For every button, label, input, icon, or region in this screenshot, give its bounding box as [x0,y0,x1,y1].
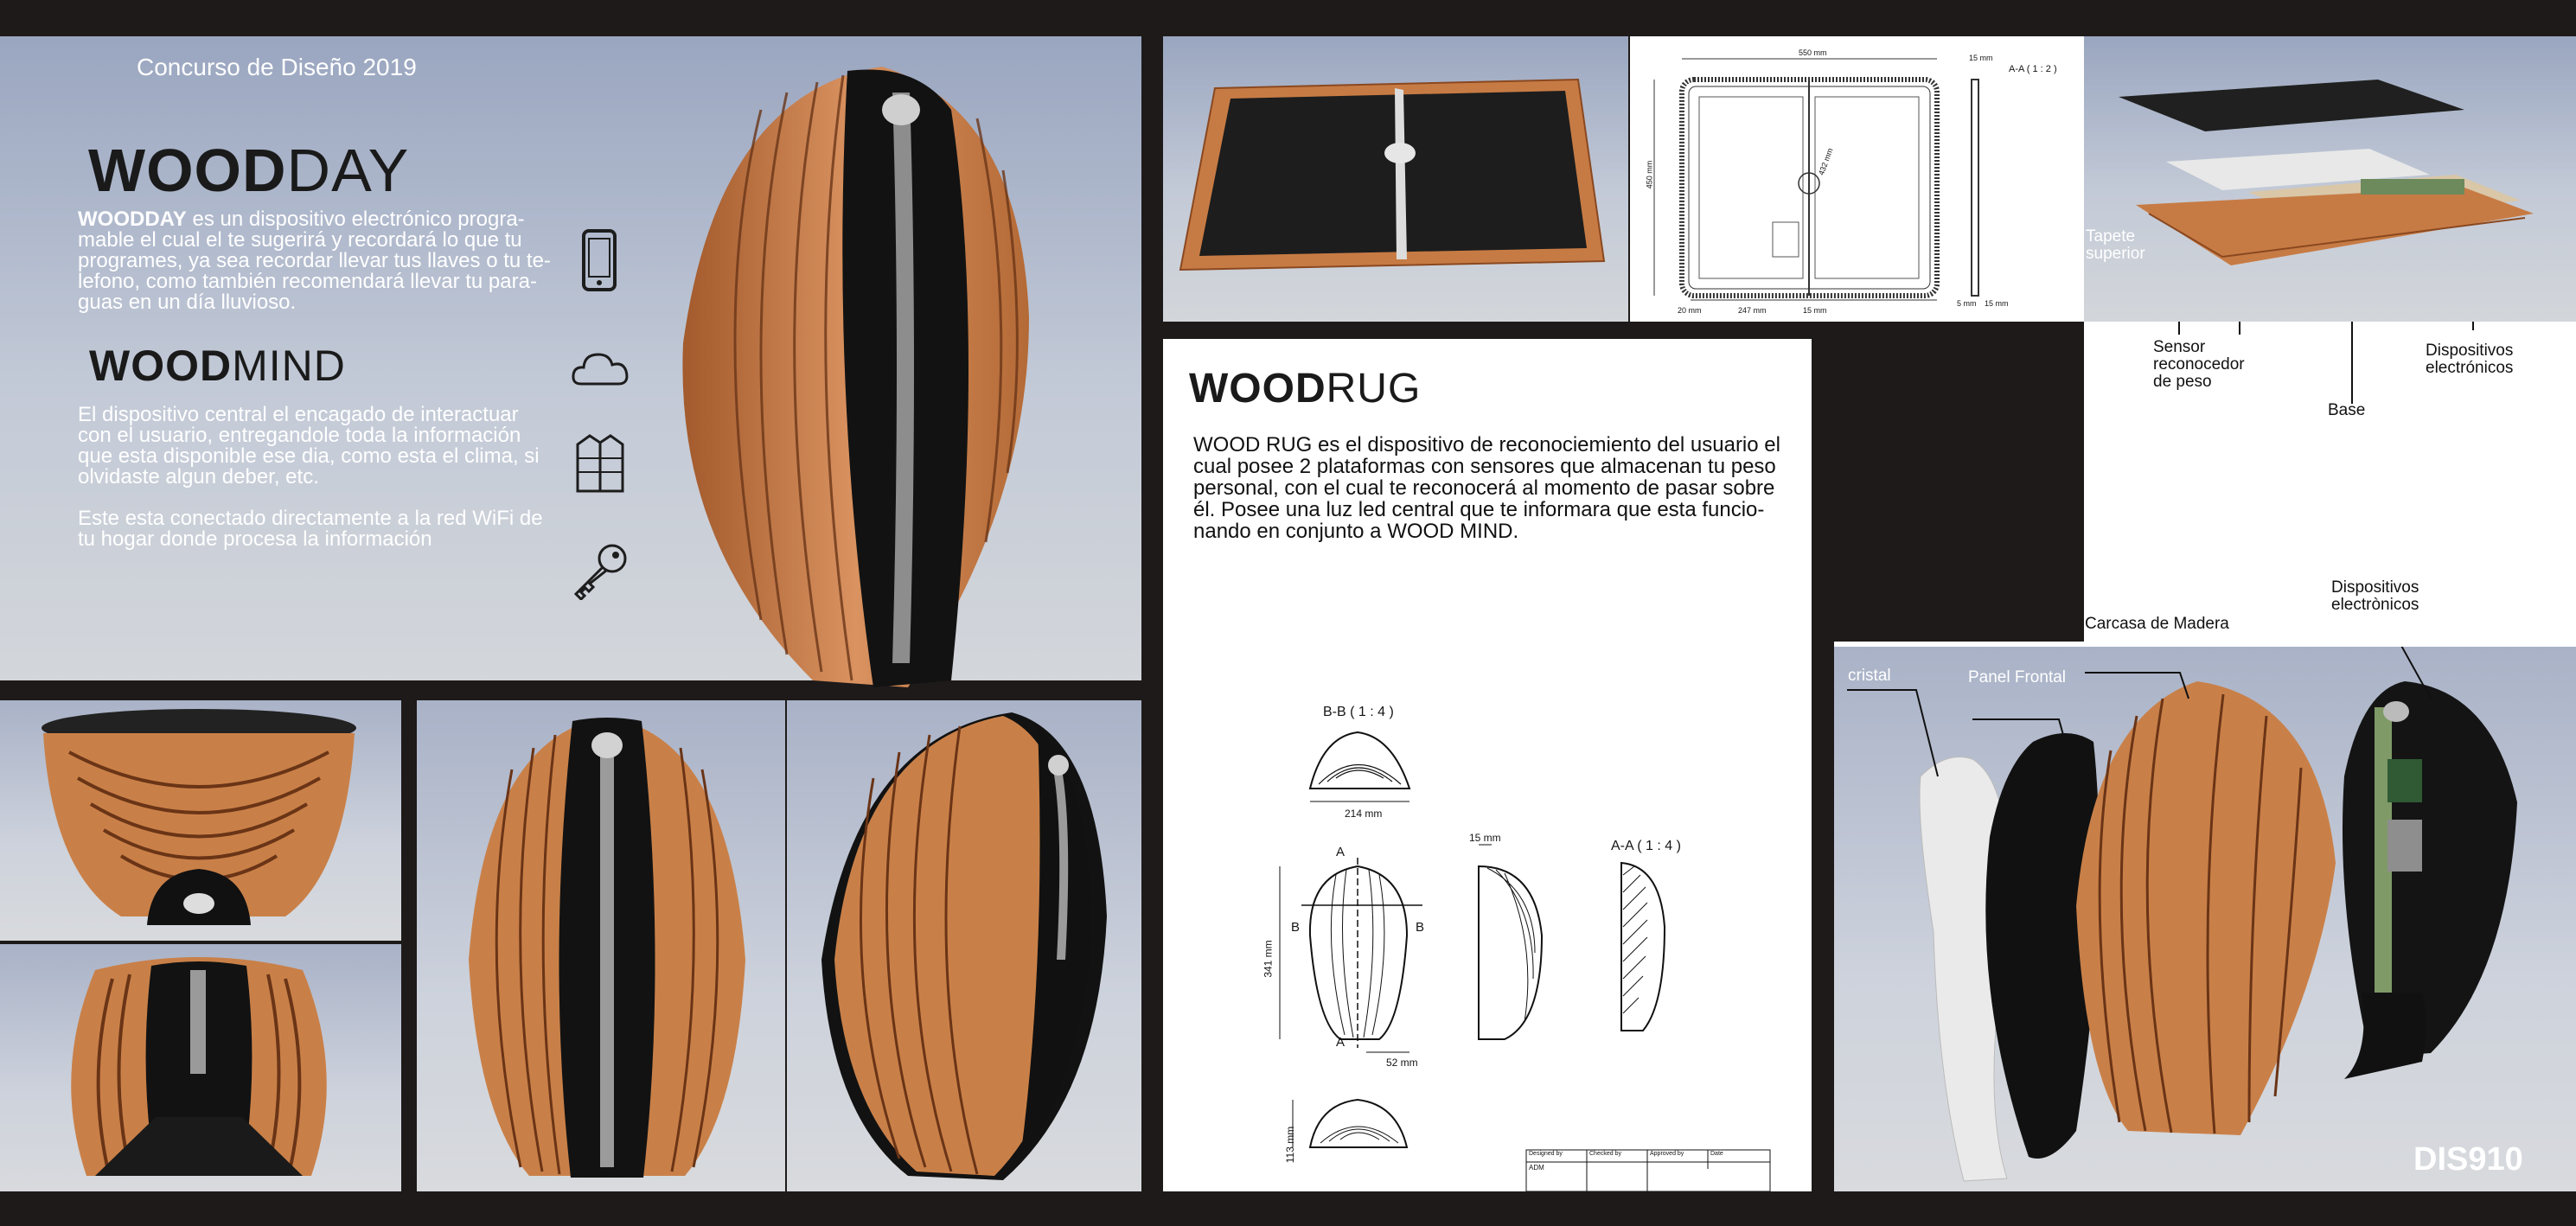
rug-dim-top: 550 mm [1799,48,1827,57]
mark-a-bottom: A [1336,1035,1346,1050]
woodmind-line: El dispositivo central el encagado de interactuar [78,403,519,426]
woodday-title-light: DAY [286,137,410,204]
mark-a-top: A [1336,845,1346,859]
rug-exploded-image [2084,36,2576,322]
woodday-line: mable el cual el te sugerirá y recordará lo que tu [78,228,522,252]
woodmind-line: tu hogar donde procesa la información [78,527,432,551]
rug-dim-side: 5 mm [1957,299,1977,308]
rug-dim-height: 450 mm [1645,160,1654,189]
section-aa-label: A-A ( 1 : 4 ) [1611,839,1681,853]
woodday-title-bold: WOOD [88,137,287,204]
label-sensor-text: Sensor reconocedor de peso [2153,338,2245,391]
dim-214: 214 mm [1345,808,1383,820]
rug-technical-drawing [1630,36,2084,322]
woodmind-line: que esta disponible ese dia, como esta el clima, si [78,444,540,468]
woodmind-line: olvidaste algun deber, etc. [78,465,319,488]
device-top-view-image [0,944,401,1191]
label-dispositivos-text: Dispositivos electrònicos [2331,578,2419,614]
woodrug-line: él. Posee una luz led central que te informara que esta funcio- [1193,498,1765,521]
tb-approved: Approved by [1650,1151,1684,1157]
label-carcasa: Carcasa de Madera [2085,615,2229,633]
exploded-device-image [1834,578,2576,1191]
label-sensor [2153,339,2257,391]
dim-113: 113 mm [1284,1126,1297,1164]
section-bb-label: B-B ( 1 : 4 ) [1323,705,1394,719]
woodmind-title [89,341,346,391]
label-dispositivos-rug-text: Dispositivos electrónicos [2426,342,2514,377]
device-side-view-image [787,700,1141,1191]
woodrug-title-light: RUG [1326,366,1422,412]
label-tapete [2086,228,2164,263]
rug-dim-diag: 432 mm [1816,147,1835,176]
woodmind-title-light: MIND [232,342,346,390]
rug-exploded-caption-area [2084,227,2576,642]
rug-dim-center: 15 mm [1803,306,1827,315]
woodrug-line: WOOD RUG es el dispositivo de reconociemiento del usuario el [1193,433,1780,457]
woodrug-line: nando en conjunto a WOOD MIND. [1193,520,1519,543]
jacket-icon [574,432,626,495]
dim-52: 52 mm [1386,1057,1418,1069]
key-icon [571,540,631,600]
woodmind-title-bold: WOOD [89,342,233,390]
code-badge: DIS910 [2413,1141,2523,1178]
woodday-lead: WOODDAY [78,208,187,231]
mark-b-left: B [1291,920,1301,935]
label-base: Base [2328,401,2366,419]
woodmind-description [78,405,562,550]
woodday-panel [0,36,1141,680]
dim-341: 341 mm [1262,940,1275,978]
woodday-line: es un dispositivo electrónico progra- [192,208,525,231]
woodday-line: lefono, como también recomendará llevar tu para- [78,270,537,293]
label-dispositivos [2331,579,2435,614]
tb-designed: Designed by [1529,1151,1563,1157]
rug-dim-top-right: 15 mm [1969,54,1993,62]
woodday-line: guas en un día lluvioso. [78,291,297,314]
label-tapete-text: Tapete superior [2086,227,2145,263]
woodday-description [78,209,562,313]
woodmind-line: con el usuario, entregandole toda la información [78,424,521,447]
woodrug-line: cual posee 2 plataformas con sensores que almacenan tu peso [1193,455,1776,478]
device-front-view-image [417,700,785,1191]
contest-label: Concurso de Diseño 2019 [137,54,417,80]
device-bottom-view-image [0,700,401,941]
woodrug-title-bold: WOOD [1189,366,1326,412]
label-panel-frontal: Panel Frontal [1968,668,2067,686]
label-cristal: cristal [1848,667,1891,685]
rug-dim-inner: 247 mm [1738,306,1767,315]
divider-strip [1812,329,1834,1191]
rug-render-image [1163,36,1628,322]
rug-dim-right: 15 mm [1985,299,2009,308]
tb-name: ADM [1529,1164,1544,1172]
dim-15: 15 mm [1469,832,1501,844]
cloud-icon [571,348,631,389]
woodrug-line: personal, con el cual te reconocerá al momento de pasar sobre [1193,476,1775,500]
woodmind-device-image [666,58,1046,715]
tb-date: Date [1710,1151,1723,1157]
label-dispositivos-rug [2426,342,2555,377]
phone-icon [581,228,617,292]
tb-checked: Checked by [1589,1151,1621,1157]
rug-section-label: A-A ( 1 : 2 ) [2009,64,2057,74]
woodrug-panel [1163,339,1812,1191]
mark-b-right: B [1416,920,1425,935]
woodmind-line: Este esta conectado directamente a la red WiFi de [78,507,543,530]
rug-dim-left: 20 mm [1678,306,1702,315]
woodday-title [88,136,409,205]
woodday-line: programes, ya sea recordar llevar tus llaves o tu te- [78,249,551,272]
